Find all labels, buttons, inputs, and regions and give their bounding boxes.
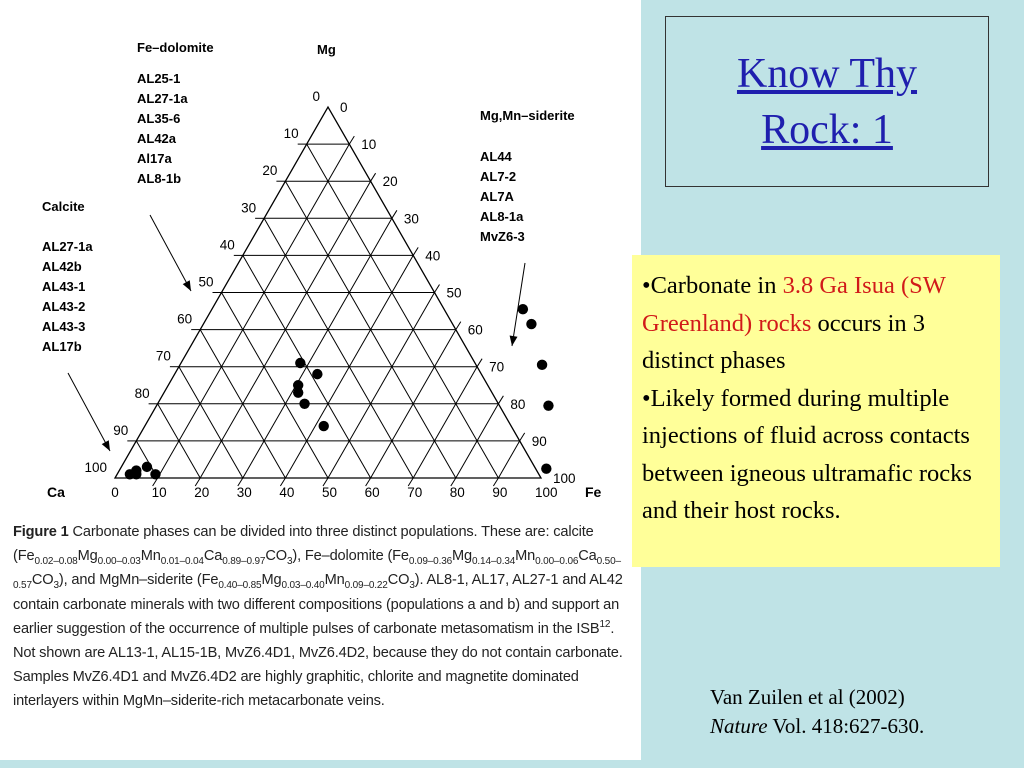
tick-label: 30 [236, 485, 252, 500]
tick-label: 60 [467, 322, 483, 338]
apex-label-fe: Fe [585, 484, 602, 500]
tick-label: 30 [241, 200, 257, 216]
data-point [142, 462, 152, 472]
caption-subscript: 0.01–0.04 [160, 556, 204, 568]
caption-text: CO [31, 572, 54, 589]
caption-subscript: 0.02–0.08 [34, 556, 78, 568]
tick-mark [371, 173, 376, 181]
sample-label: AL17b [42, 339, 82, 354]
bullet-2: •Likely formed during multiple injections of fluid across contacts between igneous ultramafic rocks and their host rocks. [642, 384, 972, 524]
grid-line [264, 218, 413, 478]
arrow-head [510, 336, 518, 346]
calcite-header: Calcite [42, 199, 85, 214]
caption-subscript: 3 [286, 556, 293, 568]
apex-label-ca: Ca [47, 484, 65, 500]
data-point [293, 387, 303, 397]
data-point [295, 358, 305, 368]
tick-mark [435, 285, 440, 293]
data-point [526, 319, 536, 329]
sample-label: AL8-1b [137, 171, 182, 186]
data-point [541, 464, 551, 474]
sample-label: AL42a [137, 131, 177, 146]
caption-subscript: 0.09–0.36 [408, 556, 453, 568]
tick-label: 100 [535, 485, 558, 500]
caption-text: Ca [578, 548, 597, 565]
sample-label: AL35-6 [137, 111, 181, 126]
caption-text: ). AL8-1, AL17, AL27-1 and AL42 contain carbonate minerals with two different compositions (populations a and b) and support an earlier suggestion of the occurrence of multiple pulses of carbonate metasomatism in the ISB [13, 572, 623, 637]
slide-title: Know Thy Rock: 1 [736, 50, 918, 153]
caption-text: ), and MgMn–siderite (Fe [58, 572, 219, 589]
tick-label: 40 [425, 248, 441, 264]
sample-label: AL44 [480, 149, 512, 164]
pointer-arrow [150, 215, 191, 291]
caption-subscript: 0.40–0.85 [218, 580, 262, 592]
tick-label: 0 [312, 89, 320, 104]
caption-text: Mn [515, 548, 536, 565]
tick-mark [392, 210, 397, 218]
tick-label: 30 [403, 211, 419, 227]
calcite-group [42, 197, 93, 357]
fe-dolomite-group [137, 38, 214, 189]
caption-text: CO [265, 548, 287, 565]
tick-label: 80 [510, 396, 526, 412]
tick-label: 10 [283, 126, 299, 142]
citation-line-1: Van Zuilen et al (2002) [710, 685, 905, 709]
caption-subscript: 0.00–0.03 [97, 556, 141, 568]
tick-label: 80 [134, 385, 150, 401]
sample-label: AL43-1 [42, 279, 86, 294]
caption-text: Mg [452, 548, 473, 565]
sample-label: AL7A [480, 189, 514, 204]
bullet-text: •Carbonate in [642, 272, 783, 299]
grid-line [222, 293, 329, 479]
grid-line [307, 144, 499, 478]
data-point [312, 369, 322, 379]
tick-label: 90 [531, 433, 547, 449]
caption-subscript: 0.00–0.06 [535, 556, 579, 568]
tick-label: 70 [155, 348, 171, 364]
citation [710, 683, 1010, 741]
tick-label: 10 [151, 485, 167, 500]
caption-figure-label: Figure 1 [13, 524, 69, 540]
grid-line [498, 441, 519, 478]
data-point [319, 421, 329, 431]
ternary-diagram [0, 0, 641, 505]
grid-line [413, 367, 477, 478]
data-point [299, 399, 309, 409]
apex-label-mg: Mg [317, 42, 336, 57]
sample-label: AL27-1a [42, 239, 93, 254]
data-point [150, 469, 160, 479]
tick-mark [349, 136, 354, 144]
sample-label: AL25-1 [137, 71, 181, 86]
tick-label: 40 [219, 237, 235, 253]
bullet-highlight: 3.8 Ga Isua (SW Greenland) rocks [642, 272, 946, 337]
tick-label: 20 [262, 163, 278, 179]
caption-text: Mn [140, 548, 161, 565]
sample-label: AL8-1a [480, 209, 524, 224]
sample-label: Al17a [137, 151, 172, 166]
caption-text: Mn [324, 572, 345, 589]
tick-label: 100 [553, 471, 576, 486]
caption-text: Mg [77, 548, 98, 565]
tick-label: 90 [492, 485, 508, 500]
tick-label: 20 [382, 174, 398, 190]
sample-label: AL42b [42, 259, 82, 274]
sample-label: AL27-1a [137, 91, 188, 106]
tick-label: 60 [177, 311, 193, 327]
tick-label: 80 [449, 485, 465, 500]
caption-text: Mg [261, 572, 282, 589]
bullet-box [632, 255, 1000, 567]
sample-label: AL43-2 [42, 299, 86, 314]
tick-label: 60 [364, 485, 380, 500]
caption-text: CO [387, 572, 410, 589]
caption-subscript: 0.50–0.57 [13, 556, 621, 592]
tick-label: 100 [84, 460, 107, 475]
data-point [543, 400, 553, 410]
tick-label: 90 [113, 422, 129, 438]
data-point [131, 469, 141, 479]
citation-journal: Nature [710, 714, 768, 738]
citation-volume: Vol. 418:627-630. [767, 714, 925, 738]
caption-subscript: 3 [409, 580, 415, 592]
title-box [665, 16, 989, 187]
caption-superscript: 12 [599, 618, 611, 630]
tick-label: 50 [198, 274, 214, 290]
tick-label: 0 [340, 100, 348, 115]
data-point [518, 304, 528, 314]
tick-mark [456, 322, 461, 330]
tick-mark [498, 396, 503, 404]
caption-subscript: 0.14–0.34 [472, 556, 516, 568]
caption-text: ), Fe–dolomite (Fe [292, 548, 409, 565]
sample-label: AL7-2 [480, 169, 517, 184]
tick-label: 0 [111, 485, 119, 500]
grid-line [328, 293, 435, 479]
siderite-group [480, 106, 575, 247]
citation-line-2 [710, 712, 1010, 741]
caption-text: Carbonate phases can be divided into three distinct populations. These are: calcite (Fe [13, 524, 594, 565]
caption-subscript: 3 [53, 580, 59, 592]
pointer-arrow [68, 373, 110, 451]
tick-label: 10 [361, 137, 377, 153]
data-point [537, 360, 547, 370]
grid-line [179, 367, 243, 478]
caption-subscript: 0.03–0.40 [281, 580, 325, 592]
fe-dolomite-header: Fe–dolomite [137, 40, 214, 55]
tick-mark [413, 247, 418, 255]
grid-line [243, 218, 392, 478]
tick-label: 70 [489, 359, 505, 375]
tick-label: 50 [322, 485, 338, 500]
bullet-text: occurs in 3 distinct phases [642, 309, 926, 374]
caption-subscript: 0.89–0.97 [222, 556, 266, 568]
caption-subscript: 0.09–0.22 [344, 580, 388, 592]
tick-label: 50 [446, 285, 462, 301]
sample-label: MvZ6-3 [480, 229, 525, 244]
tick-label: 70 [407, 485, 423, 500]
tick-mark [477, 359, 482, 367]
tick-label: 20 [194, 485, 210, 500]
bullet-1 [642, 267, 994, 380]
caption-text: . Not shown are AL13-1, AL15-1B, MvZ6.4D1, MvZ6.4D2, because they do not contain carbonate. Samples MvZ6.4D1 and MvZ6.4D2 are highly graphitic, chlorite and magnetite dominated interlayers within MgMn–siderite-rich metacarbonate veins. [13, 620, 623, 710]
sample-label: AL43-3 [42, 319, 86, 334]
arrow-head [102, 440, 110, 451]
tick-mark [520, 433, 525, 441]
tick-label: 40 [279, 485, 295, 500]
caption-text: Ca [203, 548, 223, 565]
figure-caption [13, 520, 635, 714]
arrow-head [183, 280, 191, 291]
siderite-header: Mg,Mn–siderite [480, 108, 575, 123]
